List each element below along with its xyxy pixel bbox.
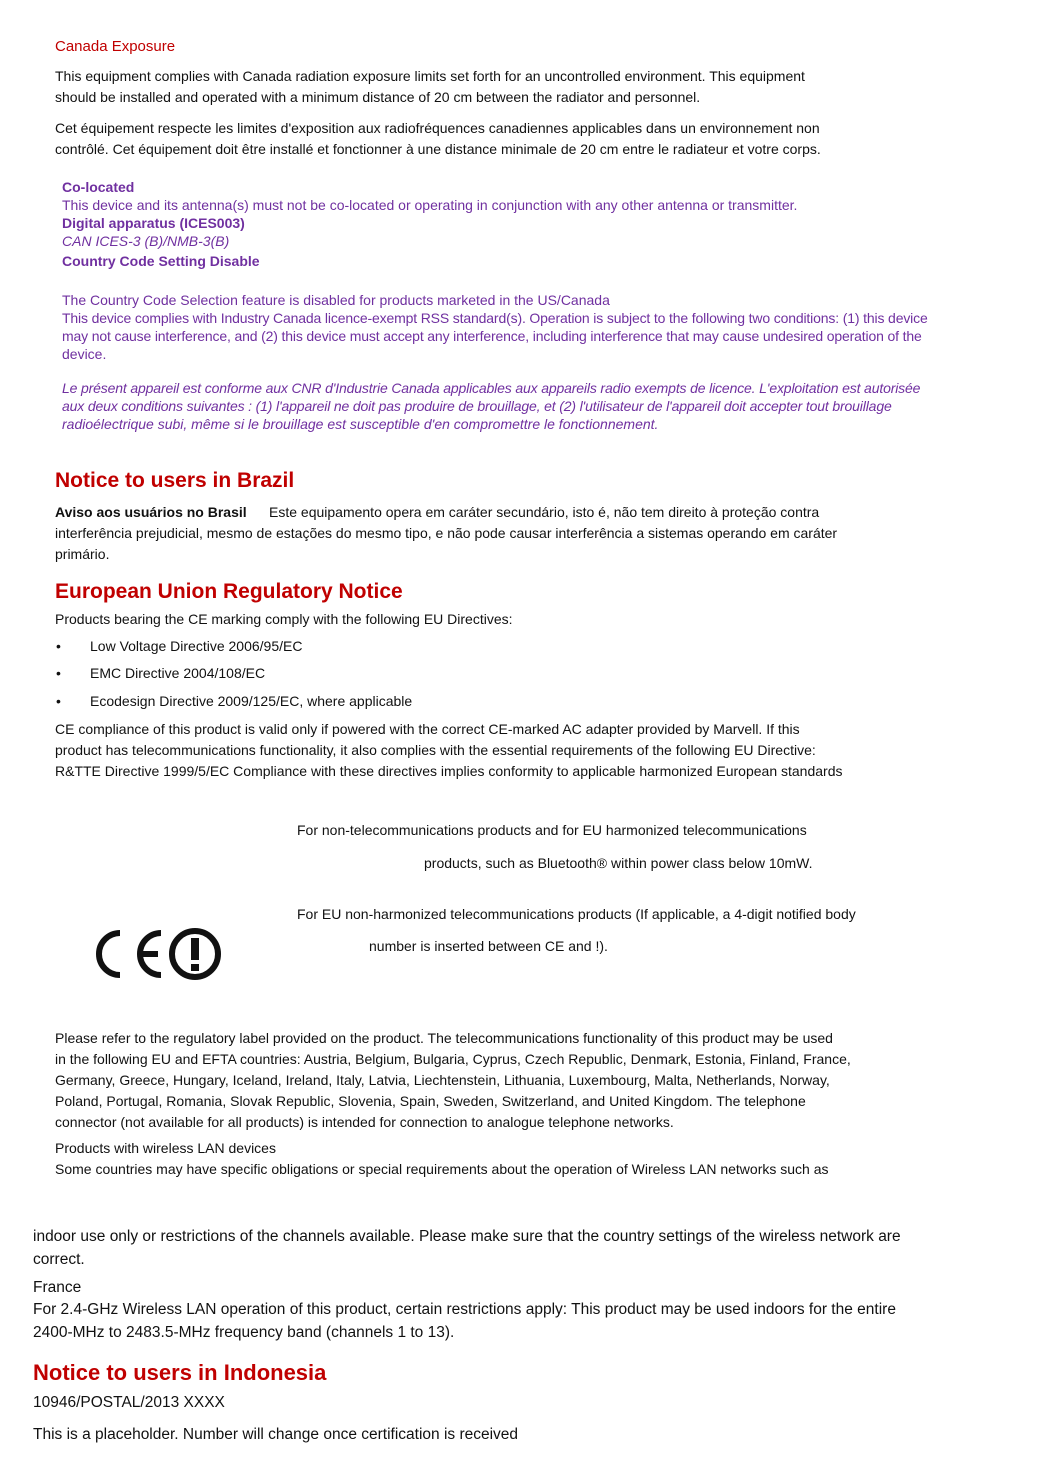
- indonesia-code: 10946/POSTAL/2013 XXXX: [33, 1394, 225, 1411]
- wlan-line-3: correct.: [33, 1251, 85, 1268]
- canada-heading: Canada Exposure: [55, 38, 176, 55]
- eu-compliance-2: product has telecommunications functionality, it also complies with the essential requirements of the following EU Directive:: [55, 742, 816, 758]
- indonesia-heading: Notice to users in Indonesia: [33, 1360, 327, 1385]
- directive-ecodesign: Ecodesign Directive 2009/125/EC, where applicable: [90, 693, 413, 709]
- france-title: France: [33, 1279, 82, 1296]
- eu-nonharm-2: number is inserted between CE and !).: [369, 938, 608, 954]
- eu-nonharm-1: For EU non-harmonized telecommunications products (If applicable, a 4-digit notified body: [297, 906, 856, 922]
- bullet-icon: •: [56, 693, 61, 709]
- france-line-2: 2400-MHz to 2483.5-MHz frequency band (channels 1 to 13).: [33, 1324, 455, 1341]
- ce-alert-mark-icon: [84, 923, 226, 985]
- france-line-1: For 2.4-GHz Wireless LAN operation of this product, certain restrictions apply: This product may be used indoors for the entire: [33, 1301, 896, 1318]
- canada-fr-line-2: contrôlé. Cet équipement doit être installé et fonctionner à une distance minimale de 20 cm entre le radiateur et votre corps.: [55, 141, 821, 157]
- ic-fr-line-1: Le présent appareil est conforme aux CNR d'Industrie Canada applicables aux appareils radio exempts de licence. L'exploitation est autorisée: [62, 380, 921, 396]
- brazil-line-2: interferência prejudicial, mesmo de estações do mesmo tipo, e não pode causar interferência a sistemas operando em caráter: [55, 525, 838, 541]
- eu-compliance-3: R&TTE Directive 1999/5/EC Compliance with these directives implies conformity to applicable harmonized European standards: [55, 763, 843, 779]
- canada-en-line-2: should be installed and operated with a minimum distance of 20 cm between the radiator and personnel.: [55, 89, 701, 105]
- country-code-text: The Country Code Selection feature is disabled for products marketed in the US/Canada: [62, 292, 610, 308]
- list-item: [56, 691, 556, 712]
- colocated-text: This device and its antenna(s) must not be co-located or operating in conjunction with any other antenna or transmitter.: [62, 197, 798, 213]
- canada-fr-line-1: Cet équipement respecte les limites d'exposition aux radiofréquences canadiennes applicables dans un environnement non: [55, 120, 820, 136]
- wlan-line-2: indoor use only or restrictions of the channels available. Please make sure that the country settings of the wireless network are: [33, 1228, 901, 1245]
- colocated-title: Co-located: [62, 179, 135, 195]
- indonesia-note: This is a placeholder. Number will change once certification is received: [33, 1426, 519, 1443]
- eu-countries-3: Germany, Greece, Hungary, Iceland, Ireland, Italy, Latvia, Liechtenstein, Lithuania, Luxembourg, Malta, Netherlands, Norway,: [55, 1072, 830, 1088]
- digital-apparatus-text: CAN ICES-3 (B)/NMB-3(B): [62, 233, 230, 249]
- directive-emc: EMC Directive 2004/108/EC: [90, 665, 266, 681]
- eu-intro: Products bearing the CE marking comply with the following EU Directives:: [55, 611, 513, 627]
- ic-line-1: This device complies with Industry Canada licence-exempt RSS standard(s). Operation is subject to the following two conditions: (1) this device: [62, 310, 928, 326]
- eu-countries-1: Please refer to the regulatory label provided on the product. The telecommunications functionality of this product may be used: [55, 1030, 833, 1046]
- directive-low-voltage: Low Voltage Directive 2006/95/EC: [90, 638, 303, 654]
- canada-en-line-1: This equipment complies with Canada radiation exposure limits set forth for an uncontrolled environment. This equipment: [55, 68, 805, 84]
- brazil-heading: Notice to users in Brazil: [55, 469, 295, 492]
- eu-countries-5: connector (not available for all products) is intended for connection to analogue telephone networks.: [55, 1114, 674, 1130]
- eu-nontelecom-1: For non-telecommunications products and for EU harmonized telecommunications: [297, 822, 807, 838]
- bullet-icon: •: [56, 665, 61, 681]
- digital-apparatus-title: Digital apparatus (ICES003): [62, 215, 245, 231]
- brazil-line-3: primário.: [55, 546, 110, 562]
- eu-countries-2: in the following EU and EFTA countries: Austria, Belgium, Bulgaria, Cyprus, Czech Republic, Denmark, Estonia, Finland, France,: [55, 1051, 851, 1067]
- ic-fr-line-3: radioélectrique subi, même si le brouillage est susceptible d'en compromettre le fonctionnement.: [62, 416, 659, 432]
- eu-heading: European Union Regulatory Notice: [55, 580, 403, 603]
- ic-fr-line-2: aux deux conditions suivantes : (1) l'appareil ne doit pas produire de brouillage, et (2) l'utilisateur de l'appareil doit accepter tout brouillage: [62, 398, 892, 414]
- eu-countries-4: Poland, Portugal, Romania, Slovak Republic, Slovenia, Spain, Sweden, Switzerland, and United Kingdom. The telephone: [55, 1093, 806, 1109]
- list-item: [56, 636, 556, 657]
- brazil-line-1: Este equipamento opera em caráter secundário, isto é, não tem direito à proteção contra: [269, 504, 820, 520]
- ic-line-2: may not cause interference, and (2) this device must accept any interference, including interference that may cause undesired operation of the: [62, 328, 922, 344]
- wlan-line-1: Some countries may have specific obligations or special requirements about the operation of Wireless LAN networks such as: [55, 1161, 829, 1177]
- list-item: [56, 663, 556, 684]
- wlan-title: Products with wireless LAN devices: [55, 1140, 276, 1156]
- bullet-icon: •: [56, 638, 61, 654]
- eu-compliance-1: CE compliance of this product is valid only if powered with the correct CE-marked AC adapter provided by Marvell. If this: [55, 721, 800, 737]
- eu-nontelecom-2: products, such as Bluetooth® within power class below 10mW.: [424, 855, 813, 871]
- brazil-label: Aviso aos usuários no Brasil: [55, 504, 247, 520]
- country-code-title: Country Code Setting Disable: [62, 253, 260, 269]
- ic-line-3: device.: [62, 346, 107, 362]
